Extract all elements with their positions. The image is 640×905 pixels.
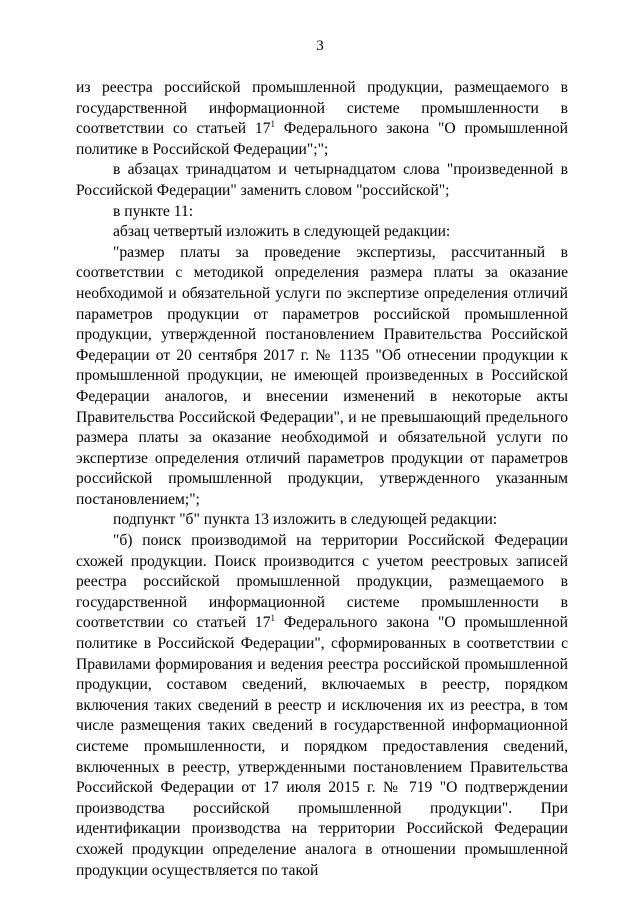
text-run: Федерального закона "О промышленной политике в Российской Федерации";"; [76, 120, 568, 158]
text-run: абзац четвертый изложить в следующей редакции: [113, 223, 451, 241]
paragraph [76, 510, 568, 531]
text-run: в абзацах тринадцатом и четырнадцатом слова "произведенной в Российской Федерации" заменить словом "российской"; [76, 161, 568, 199]
text-run: Федерального закона "О промышленной политике в Российской Федерации", сформированных в соответствии с Правилами формирования и ведения реестра российской промышленной продукции, составом сведений, включаемых в реестр, порядком включения таких сведений в реестр и исключения их из реестра, в том числе размещения таких сведений в государственной информационной системе промышленности, и порядком предоставления сведений, включенных в реестр, утвержденными постановлением Правительства Российской Федерации от 17 июля 2015 г. № 719 "О подтверждении производства российской промышленной продукции". При идентификации производства на территории Российской Федерации схожей продукции определение аналога в отношении промышленной продукции осуществляется по такой [76, 614, 568, 879]
text-run: подпункт "б" пункта 13 изложить в следующей редакции: [113, 511, 498, 529]
text-run: "размер платы за проведение экспертизы, рассчитанный в соответствии с методикой определения размера платы за оказание необходимой и обязательной услуги по экспертизе определения отличий параметров продукции от параметров российской промышленной продукции, утвержденной постановлением Правительства Российской Федерации от 20 сентября 2017 г. № 1135 "Об отнесении продукции к промышленной продукции, не имеющей произведенных в Российской Федерации аналогов, и внесении изменений в некоторые акты Правительства Российской Федерации", и не превышающий предельного размера платы за оказание необходимой и обязательной услуги по экспертизе определения отличий параметров продукции от параметров российской промышленной продукции, утвержденного указанным постановлением;"; [76, 243, 568, 508]
superscript: 1 [270, 613, 276, 624]
paragraph [76, 531, 568, 881]
document-body [76, 78, 568, 881]
paragraph [76, 243, 568, 511]
paragraph [76, 222, 568, 243]
page-number: 3 [316, 38, 324, 54]
superscript: 1 [270, 119, 276, 130]
text-run: в пункте 11: [113, 202, 194, 220]
paragraph [76, 78, 568, 160]
paragraph [76, 202, 568, 223]
text-run: из реестра российской промышленной продукции, размещаемого в государственной информационной системе промышленности в соответствии со статьей 17 [76, 79, 568, 138]
text-run: "б) поиск производимой на территории Российской Федерации схожей продукции. Поиск производится с учетом реестровых записей реестра российской промышленной продукции, размещаемого в государственной информационной системе промышленности в соответствии со статьей 17 [76, 532, 568, 632]
paragraph [76, 160, 568, 201]
